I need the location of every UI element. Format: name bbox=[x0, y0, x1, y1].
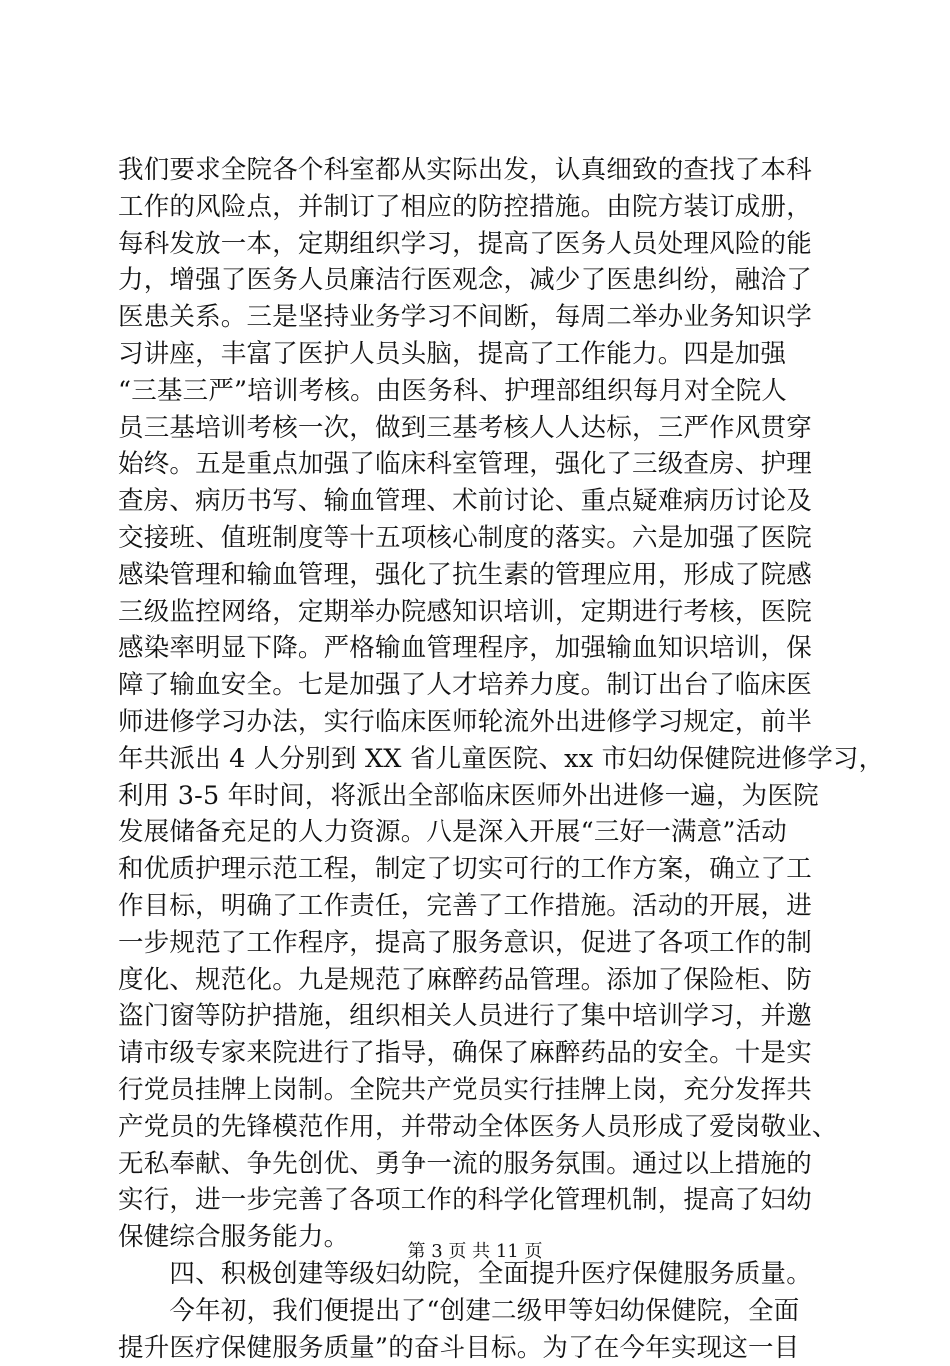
text-line: 发展储备充足的人力资源。八是深入开展“三好一满意”活动 bbox=[118, 814, 840, 851]
text-line: 力，增强了医务人员廉洁行医观念，减少了医患纠纷，融洽了 bbox=[118, 262, 840, 299]
text-line: 保健综合服务能力。 bbox=[118, 1219, 840, 1256]
text-line: “三基三严”培训考核。由医务科、护理部组织每月对全院人 bbox=[118, 373, 840, 410]
text-line: 和优质护理示范工程，制定了切实可行的工作方案，确立了工 bbox=[118, 851, 840, 888]
text-line: 感染率明显下降。严格输血管理程序，加强输血知识培训，保 bbox=[118, 630, 840, 667]
text-line: 度化、规范化。九是规范了麻醉药品管理。添加了保险柜、防 bbox=[118, 962, 840, 999]
text-line: 感染管理和输血管理，强化了抗生素的管理应用，形成了院感 bbox=[118, 557, 840, 594]
text-line: 始终。五是重点加强了临床科室管理，强化了三级查房、护理 bbox=[118, 446, 840, 483]
text-line: 习讲座，丰富了医护人员头脑，提高了工作能力。四是加强 bbox=[118, 336, 840, 373]
text-line: 障了输血安全。七是加强了人才培养力度。制订出台了临床医 bbox=[118, 667, 840, 704]
body-text bbox=[118, 152, 840, 1366]
text-line: 请市级专家来院进行了指导，确保了麻醉药品的安全。十是实 bbox=[118, 1035, 840, 1072]
text-line: 交接班、值班制度等十五项核心制度的落实。六是加强了医院 bbox=[118, 520, 840, 557]
text-line: 每科发放一本，定期组织学习，提高了医务人员处理风险的能 bbox=[118, 226, 840, 263]
text-line: 三级监控网络，定期举办院感知识培训，定期进行考核，医院 bbox=[118, 594, 840, 631]
text-line: 无私奉献、争先创优、勇争一流的服务氛围。通过以上措施的 bbox=[118, 1146, 840, 1183]
page-number-footer: 第 3 页 共 11 页 bbox=[0, 1240, 950, 1264]
text-line: 一步规范了工作程序，提高了服务意识，促进了各项工作的制 bbox=[118, 925, 840, 962]
text-line: 年共派出 4 人分别到 XX 省儿童医院、xx 市妇幼保健院进修学习， bbox=[118, 741, 840, 778]
text-line: 作目标，明确了工作责任，完善了工作措施。活动的开展，进 bbox=[118, 888, 840, 925]
text-line: 员三基培训考核一次，做到三基考核人人达标，三严作风贯穿 bbox=[118, 410, 840, 447]
text-line: 产党员的先锋模范作用，并带动全体医务人员形成了爱岗敬业、 bbox=[118, 1109, 840, 1146]
text-line: 实行，进一步完善了各项工作的科学化管理机制，提高了妇幼 bbox=[118, 1182, 840, 1219]
text-line: 行党员挂牌上岗制。全院共产党员实行挂牌上岗，充分发挥共 bbox=[118, 1072, 840, 1109]
text-line: 利用 3-5 年时间，将派出全部临床医师外出进修一遍，为医院 bbox=[118, 778, 840, 815]
text-line: 提升医疗保健服务质量”的奋斗目标。为了在今年实现这一目 bbox=[118, 1330, 840, 1366]
text-line: 师进修学习办法，实行临床医师轮流外出进修学习规定，前半 bbox=[118, 704, 840, 741]
section-heading: 四、积极创建等级妇幼院，全面提升医疗保健服务质量。 bbox=[118, 1256, 840, 1293]
text-line: 今年初，我们便提出了“创建二级甲等妇幼保健院，全面 bbox=[118, 1293, 840, 1330]
text-line: 我们要求全院各个科室都从实际出发，认真细致的查找了本科 bbox=[118, 152, 840, 189]
text-line: 查房、病历书写、输血管理、术前讨论、重点疑难病历讨论及 bbox=[118, 483, 840, 520]
text-line: 盗门窗等防护措施，组织相关人员进行了集中培训学习，并邀 bbox=[118, 998, 840, 1035]
text-line: 工作的风险点，并制订了相应的防控措施。由院方装订成册， bbox=[118, 189, 840, 226]
text-line: 医患关系。三是坚持业务学习不间断，每周二举办业务知识学 bbox=[118, 299, 840, 336]
